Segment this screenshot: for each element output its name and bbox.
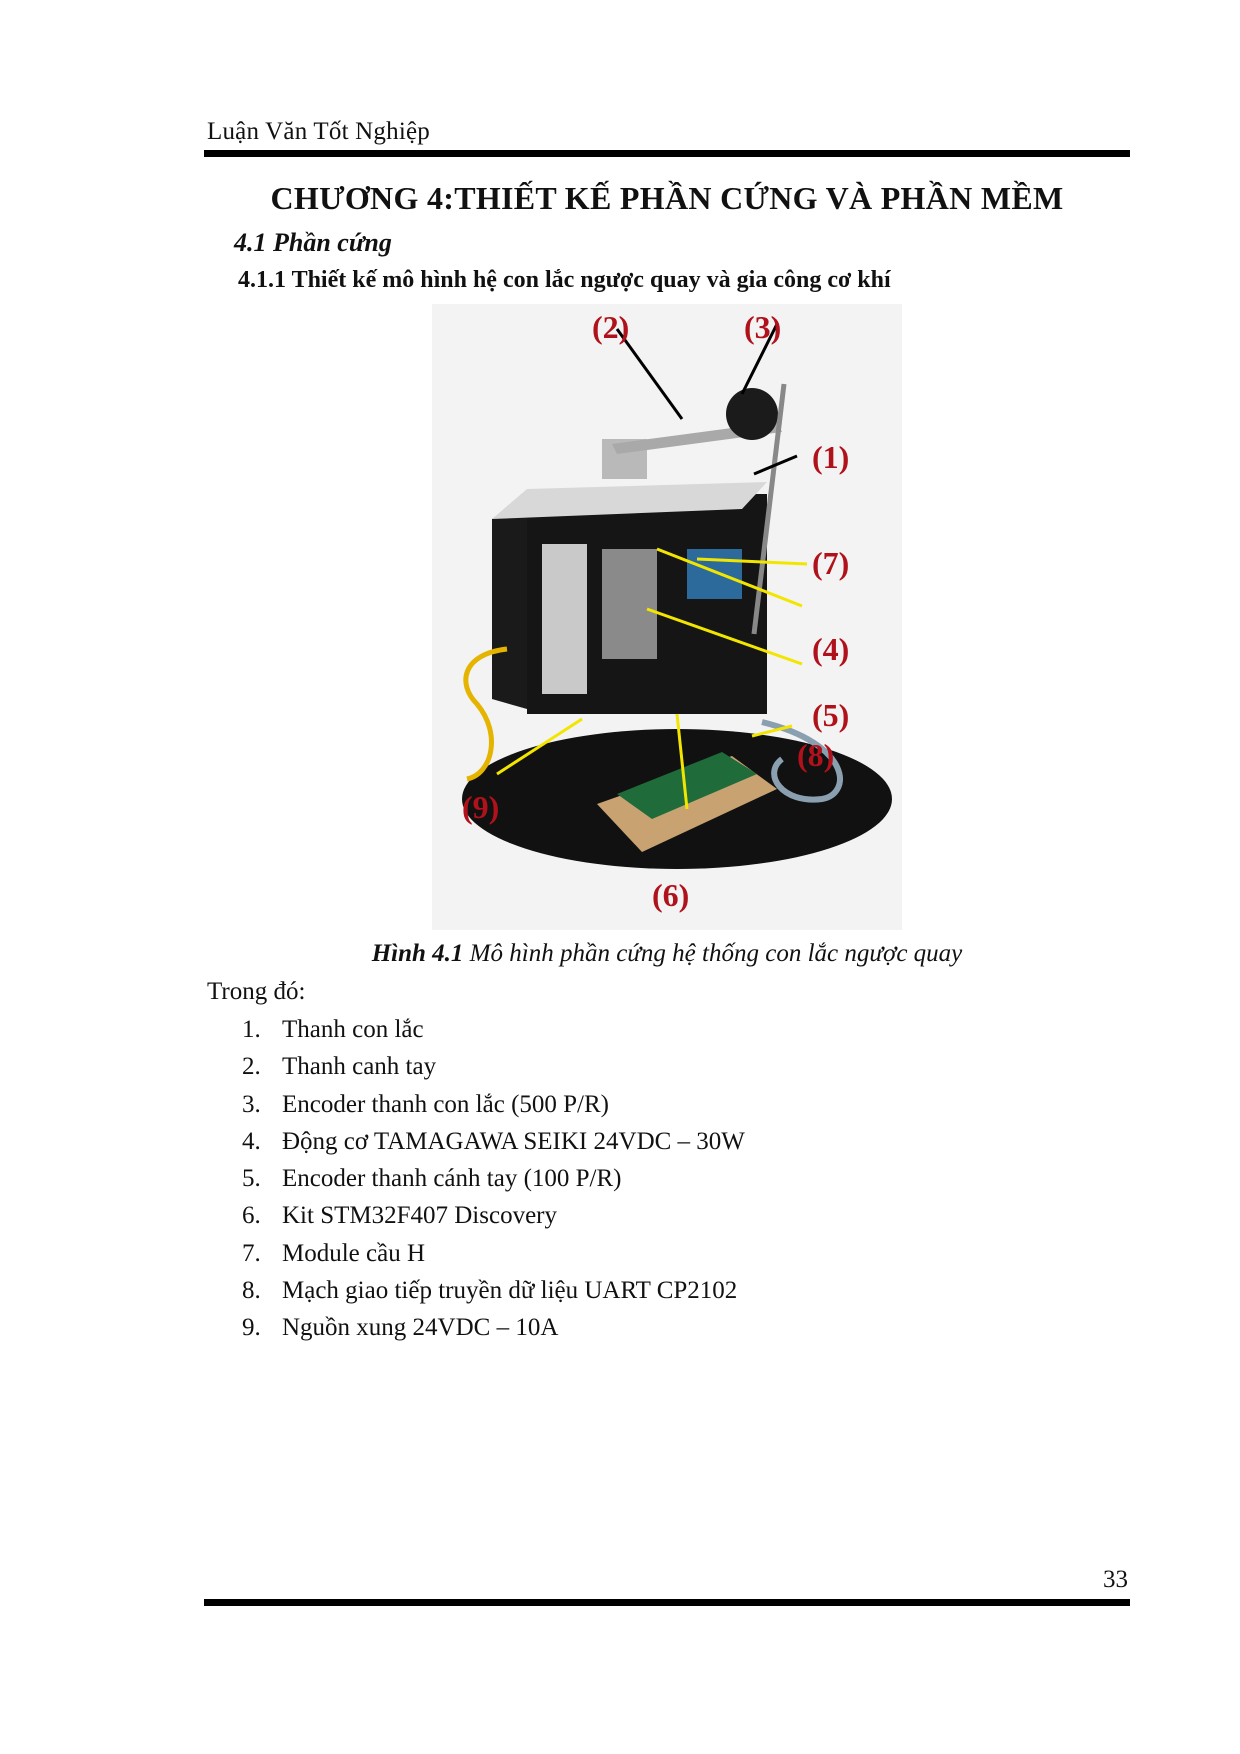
figure-caption-label: Hình 4.1 bbox=[371, 940, 464, 967]
motor-body bbox=[602, 549, 657, 659]
chapter-title: CHƯƠNG 4:THIẾT KẾ PHẦN CỨNG VÀ PHẦN MỀM bbox=[270, 180, 1064, 216]
callout-5: (5) bbox=[812, 697, 850, 733]
footer-rule bbox=[204, 1599, 1130, 1606]
list-item bbox=[242, 1309, 745, 1346]
list-item-number: 5. bbox=[242, 1165, 261, 1193]
list-item-text: Thanh canh tay bbox=[282, 1053, 437, 1081]
list-item bbox=[242, 1048, 745, 1085]
parts-list bbox=[242, 1011, 745, 1347]
figure-caption-text: Mô hình phần cứng hệ thống con lắc ngược quay bbox=[463, 940, 963, 967]
figure-caption bbox=[204, 940, 1130, 968]
list-item-text: Mạch giao tiếp truyền dữ liệu UART CP2102 bbox=[282, 1277, 738, 1305]
enclosure-side bbox=[492, 494, 527, 709]
list-item-number: 1. bbox=[242, 1016, 261, 1043]
section-title: 4.1 Phần cứng bbox=[234, 228, 392, 257]
callout-2: (2) bbox=[592, 309, 630, 345]
list-item-number: 6. bbox=[242, 1202, 261, 1230]
list-item-number: 9. bbox=[242, 1314, 261, 1342]
list-item bbox=[242, 1160, 745, 1197]
list-item-number: 3. bbox=[242, 1090, 261, 1118]
power-supply bbox=[542, 544, 587, 694]
list-item bbox=[242, 1086, 745, 1123]
list-item bbox=[242, 1011, 745, 1048]
callout-3: (3) bbox=[744, 309, 782, 345]
list-item-text: Encoder thanh cánh tay (100 P/R) bbox=[282, 1165, 622, 1193]
header-rule bbox=[204, 150, 1130, 157]
list-item bbox=[242, 1272, 745, 1309]
list-item bbox=[242, 1197, 745, 1234]
callout-7: (7) bbox=[812, 545, 850, 581]
callout-9: (9) bbox=[462, 789, 500, 825]
list-item bbox=[242, 1123, 745, 1160]
list-intro: Trong đó: bbox=[207, 978, 306, 1005]
callout-8: (8) bbox=[797, 737, 835, 773]
list-item-number: 8. bbox=[242, 1277, 261, 1305]
list-item-text: Nguồn xung 24VDC – 10A bbox=[282, 1314, 559, 1342]
list-item-number: 2. bbox=[242, 1053, 261, 1081]
hardware-photo bbox=[432, 304, 902, 930]
list-item-text: Module cầu H bbox=[282, 1239, 426, 1267]
list-item-text: Thanh con lắc bbox=[282, 1016, 424, 1043]
callout-4: (4) bbox=[812, 631, 850, 667]
page-number: 33 bbox=[1103, 1566, 1128, 1593]
h-bridge-module bbox=[687, 549, 742, 599]
list-item-number: 4. bbox=[242, 1127, 261, 1155]
list-item-text: Encoder thanh con lắc (500 P/R) bbox=[282, 1090, 609, 1118]
callout-6: (6) bbox=[652, 877, 690, 913]
subsection-title: 4.1.1 Thiết kế mô hình hệ con lắc ngược quay và gia công cơ khí bbox=[238, 267, 891, 293]
list-item-text: Động cơ TAMAGAWA SEIKI 24VDC – 30W bbox=[282, 1127, 745, 1155]
callout-1: (1) bbox=[812, 439, 850, 475]
list-item-text: Kit STM32F407 Discovery bbox=[282, 1202, 557, 1230]
pendulum-encoder bbox=[726, 388, 778, 440]
list-item bbox=[242, 1235, 745, 1272]
running-header: Luận Văn Tốt Nghiệp bbox=[207, 118, 430, 145]
list-item-number: 7. bbox=[242, 1239, 261, 1267]
